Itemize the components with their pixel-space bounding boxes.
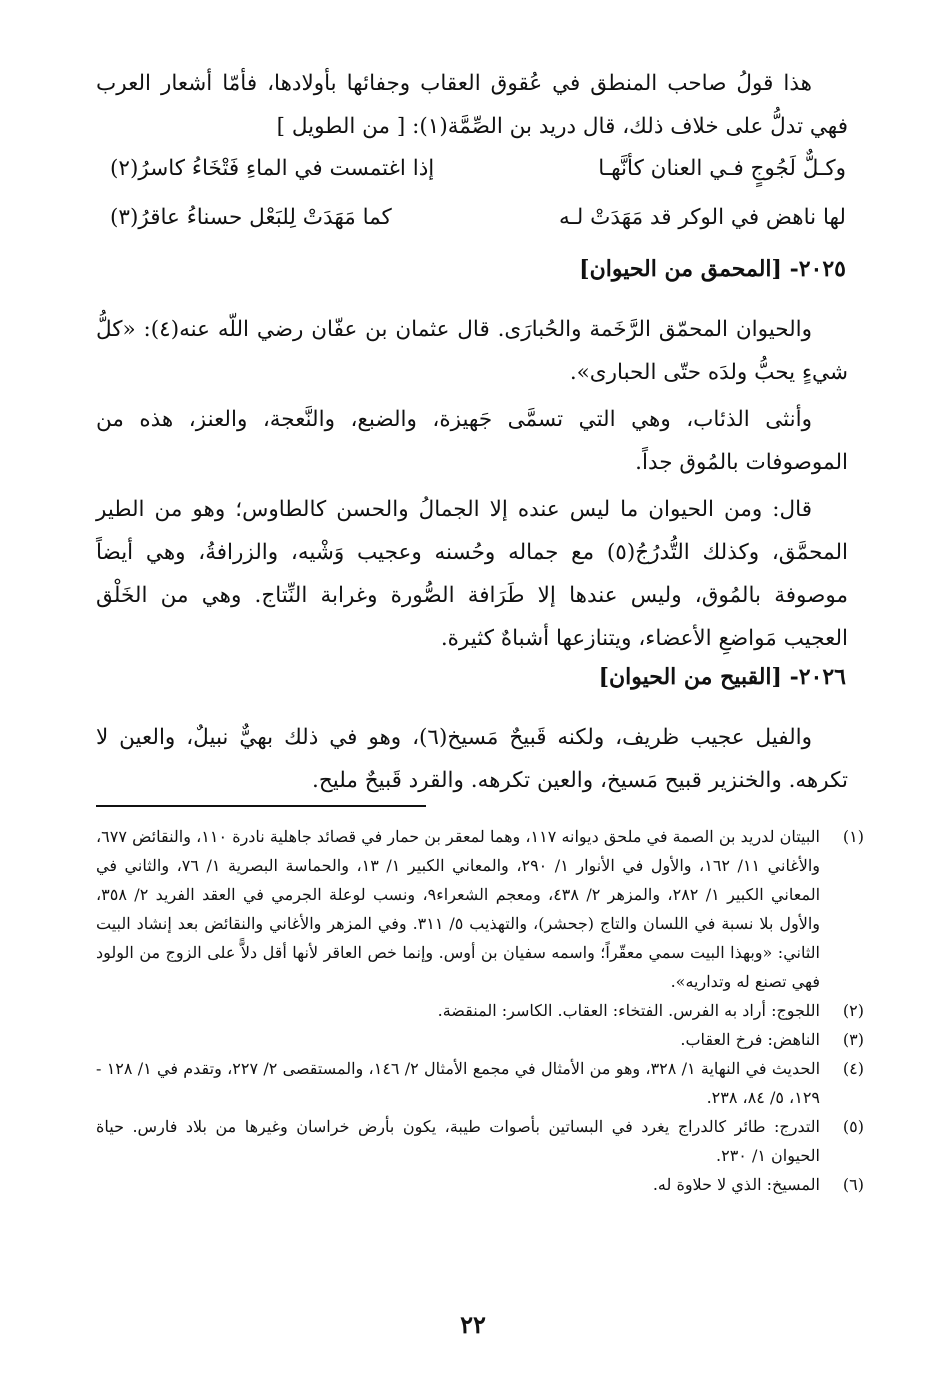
footnote-3 [96, 1025, 864, 1054]
verse-line-1 [110, 156, 846, 202]
footnote-text: البيتان لدريد بن الصمة في ملحق ديوانه ١١٧، وهما لمعقر بن حمار في قصائد جاهلية نادرة ١١٠، والنقائض ٦٧٧، والأغاني ١١/ ١٦٢، والأول في الأنوار ١/ ٢٩٠، والمعاني الكبير ١/ ١٣، والحماسة البصرية ١/ ٧٦، والثاني في المعاني الكبير ١/ ٢٨٢، والمزهر ٢/ ٤٣٨، ومعجم الشعراء٩، ونسب لوعلة الجرمي في العقد الفريد ٢/ ٣٥٨، والأول بلا نسبة في اللسان والتاج (جحشر)، والتهذيب ٥/ ٣١١. وفي المزهر والأغاني والنقائض بعد إنشاد البيت الثاني: «وبهذا البيت سمي معقّراً؛ واسمه سفيان بن أوس. وإنما خص العاقر لأنها أقل دلاًّ على الزوج من الولود فهي تصنع له وتداريه». [96, 827, 821, 991]
footnote-number: (٢) [842, 1001, 864, 1020]
paragraph-1-text: هذا قولُ صاحب المنطق في عُقوق العقاب وجفائها بأولادها، فأمّا أشعار العرب فهي تدلُّ على خلاف ذلك، قال دريد بن الصِّمَّة(١): [ من الطويل ] [96, 71, 848, 139]
footnote-number: (٣) [842, 1030, 864, 1049]
footnote-1 [96, 822, 864, 996]
footnote-number: (٥) [842, 1117, 864, 1136]
footnote-5 [96, 1112, 864, 1170]
paragraph-elephant-pig-ape [96, 716, 848, 802]
page-number: ٢٢ [460, 1310, 486, 1339]
paragraph-eagle-quote [96, 62, 848, 148]
paragraph-text [96, 62, 848, 148]
section-heading-2026: ٢٠٢٦- [القبيح من الحيوان] [598, 664, 846, 690]
verse-1-second-hemistich: إذا اغتمست في الماءِ فَتْخَاءُ كاسرُ(٢) [110, 156, 435, 181]
footnote-2 [96, 996, 864, 1025]
paragraph-3-text: وأنثى الذئاب، وهي التي تسمَّى جَهيزة، والضبع، والنَّعجة، والعنز، هذه من الموصوفات بالمُوق جداً. [96, 407, 848, 475]
verse-2-first-hemistich: لها ناهض في الوكر قد مَهَدَتْ لـه [558, 205, 846, 230]
verse-2-second-hemistich: كما مَهَدَتْ لِلبَعْل حسناءُ عاقرُ(٣) [110, 205, 392, 230]
verse-line-2 [110, 205, 846, 251]
footnote-6 [96, 1170, 864, 1199]
footnote-text: الناهض: فرخ العقاب. [680, 1030, 820, 1049]
footnote-number: (٦) [842, 1175, 864, 1194]
footnote-number: (٤) [842, 1059, 864, 1078]
footnotes [96, 822, 864, 1199]
section-heading-2025: ٢٠٢٥- [المحمق من الحيوان] [579, 256, 846, 282]
paragraph-2-text: والحيوان المحمّق الرَّخَمة والحُبارَى. قال عثمان بن عفّان رضي اللّه عنه(٤): «كلُّ شيءٍ يحبُّ ولدَه حتّى الحبارى». [96, 317, 848, 385]
footnote-4 [96, 1054, 864, 1112]
paragraph-4-text: قال: ومن الحيوان ما ليس عنده إلا الجمالُ والحسن كالطاوس؛ وهو من الطير المحمَّق، وكذلك التُّدرُجُ(٥) مع جماله وحُسنه وعجيب وَشْيه، والزرافةُ، وهي أيضاً موصوفة بالمُوق، وليس عندها إلا طَرَافة الصُّورة وغرابة النِّتاج. وهي من الخَلْق العجيب مَواضعِ الأعضاء، ويتنازعها أشباهٌ كثيرة. [96, 497, 848, 651]
paragraph-foolish-animals [96, 308, 848, 394]
paragraph-5-text: والفيل عجيب ظريف، ولكنه قَبيحٌ مَسيخ(٦)، وهو في ذلك بهيٌّ نبيلٌ، والعين لا تكرهه. والخنزير قبيح مَسيخ، والعين تكرهه. والقرد قَبيحٌ مليح. [96, 725, 848, 793]
footnote-text: التدرج: طائر كالدراج يغرد في البساتين بأصوات طيبة، يكون بأرض خراسان وغيرها من بلاد فارس. حياة الحيوان ١/ ٢٣٠. [96, 1117, 820, 1165]
paragraph-peacock-giraffe [96, 488, 848, 660]
footnote-text: المسيخ: الذي لا حلاوة له. [652, 1175, 820, 1194]
footnote-text: اللجوج: أراد به الفرس. الفتخاء: العقاب. الكاسر: المنقضة. [437, 1001, 820, 1020]
footnote-number: (١) [842, 827, 864, 846]
paragraph-female-animals [96, 398, 848, 484]
footnote-separator [96, 805, 426, 807]
footnote-text: الحديث في النهاية ١/ ٣٢٨، وهو من الأمثال في مجمع الأمثال ٢/ ١٤٦، والمستقصى ٢/ ٢٢٧، وتقدم في ١/ ١٢٨ - ١٢٩، ٥/ ٨٤، ٢٣٨. [96, 1059, 821, 1107]
verse-1-first-hemistich: وكـلٌّ لَجُوجٍ فـي العنان كأنَّهـا [598, 156, 846, 181]
